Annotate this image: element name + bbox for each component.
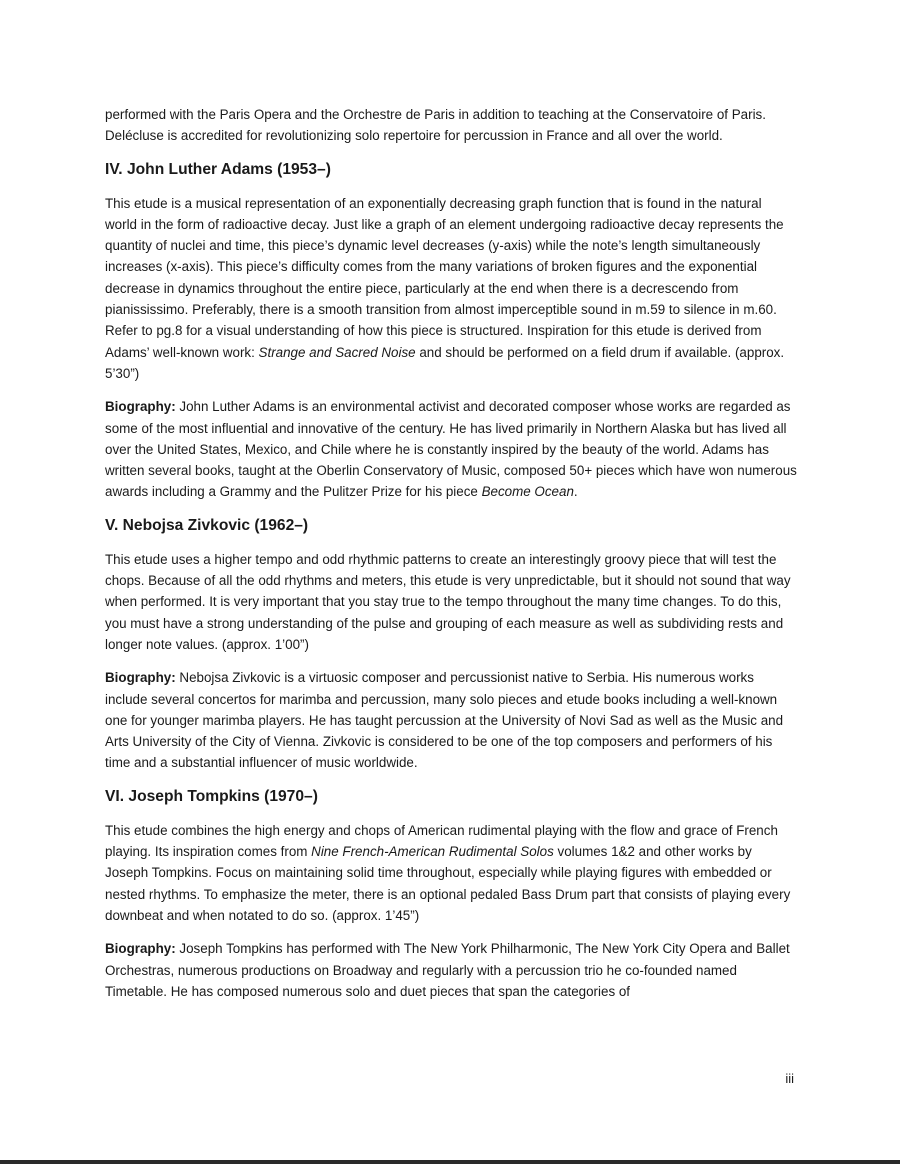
section-biography-adams: Biography: John Luther Adams is an environmental activist and decorated composer whose works are regarded as some of the most influential and innovative of the century. He has lived primarily in Northern Alaska but has lived all over the United States, Mexico, and Chile where he is constantly inspired by the beauty of the world. Adams has written several books, taught at the Oberlin Conservatory of Music, composed 50+ pieces which have won numerous awards including a Grammy and the Pulitzer Prize for his piece Become Ocean. bbox=[105, 399, 797, 500]
section-heading-tompkins: VI. Joseph Tompkins (1970–) bbox=[105, 787, 318, 805]
section-biography-tompkins: Biography: Joseph Tompkins has performed with The New York Philharmonic, The New York City Opera and Ballet Orchestras, numerous productions on Broadway and regularly with a percussion trio he co-founded named Timetable. He has composed numerous solo and duet pieces that span the categories of bbox=[105, 941, 790, 999]
biography-label: Biography: bbox=[105, 941, 176, 957]
page-number: iii bbox=[785, 1071, 794, 1086]
work-title-strange-and-sacred-noise: Strange and Sacred Noise bbox=[258, 344, 416, 360]
intro-paragraph: performed with the Paris Opera and the Orchestre de Paris in addition to teaching at the Conservatoire of Paris. Delécluse is accredited for revolutionizing solo repertoire for percussion in France and all over the world. bbox=[105, 107, 766, 144]
section-description-zivkovic: This etude uses a higher tempo and odd rhythmic patterns to create an interestingly groovy piece that will test the chops. Because of all the odd rhythms and meters, this etude is very unpredictable, but it should not sound that way when performed. It is very important that you stay true to the tempo throughout the many time changes. To do this, you must have a strong understanding of the pulse and grouping of each measure as well as subdividing rests and longer note values. (approx. 1’00”) bbox=[105, 551, 791, 652]
work-title-become-ocean: Become Ocean bbox=[481, 484, 574, 500]
section-heading-adams: IV. John Luther Adams (1953–) bbox=[105, 160, 331, 178]
page-content bbox=[105, 104, 797, 1002]
page-bottom-border bbox=[0, 1160, 900, 1164]
section-biography-zivkovic: Biography: Nebojsa Zivkovic is a virtuosic composer and percussionist native to Serbia. His numerous works include several concertos for marimba and percussion, many solo pieces and etude books including a well-known one for younger marimba players. He has taught percussion at the University of Novi Sad as well as the Music and Arts University of the City of Vienna. Zivkovic is considered to be one of the top composers and performers of his time and a substantial influencer of music worldwide. bbox=[105, 670, 784, 771]
section-heading-zivkovic: V. Nebojsa Zivkovic (1962–) bbox=[105, 516, 309, 534]
biography-label: Biography: bbox=[105, 399, 176, 415]
section-description-adams: This etude is a musical representation of an exponentially decreasing graph function that is found in the natural world in the form of radioactive decay. Just like a graph of an element undergoing radioactive decay represents the quantity of nuclei and time, this piece’s dynamic level decreases (y-axis) while the note’s length simultaneously increases (x-axis). This piece’s difficulty comes from the many variations of broken figures and the exponential decrease in dynamics throughout the entire piece, particularly at the end when there is a decrescendo from pianississimo. Preferably, there is a smooth transition from almost imperceptible sound in m.59 to silence in m.60. Refer to pg.8 for a visual understanding of how this piece is structured. Inspiration for this etude is derived from Adams’ well-known work: Strange and Sacred Noise and should be performed on a field drum if available. (approx. 5’30”) bbox=[105, 195, 785, 381]
section-description-tompkins: This etude combines the high energy and chops of American rudimental playing with the flow and grace of French playing. Its inspiration comes from Nine French-American Rudimental Solos volumes 1&2 and other works by Joseph Tompkins. Focus on maintaining solid time throughout, especially while playing figures with embedded or nested rhythms. To emphasize the meter, there is an optional pedaled Bass Drum part that consists of playing every downbeat and when notated to do so. (approx. 1’45”) bbox=[105, 822, 791, 923]
biography-label: Biography: bbox=[105, 670, 176, 686]
work-title-nine-french-american-rudimental-solos: Nine French-American Rudimental Solos bbox=[311, 844, 554, 860]
